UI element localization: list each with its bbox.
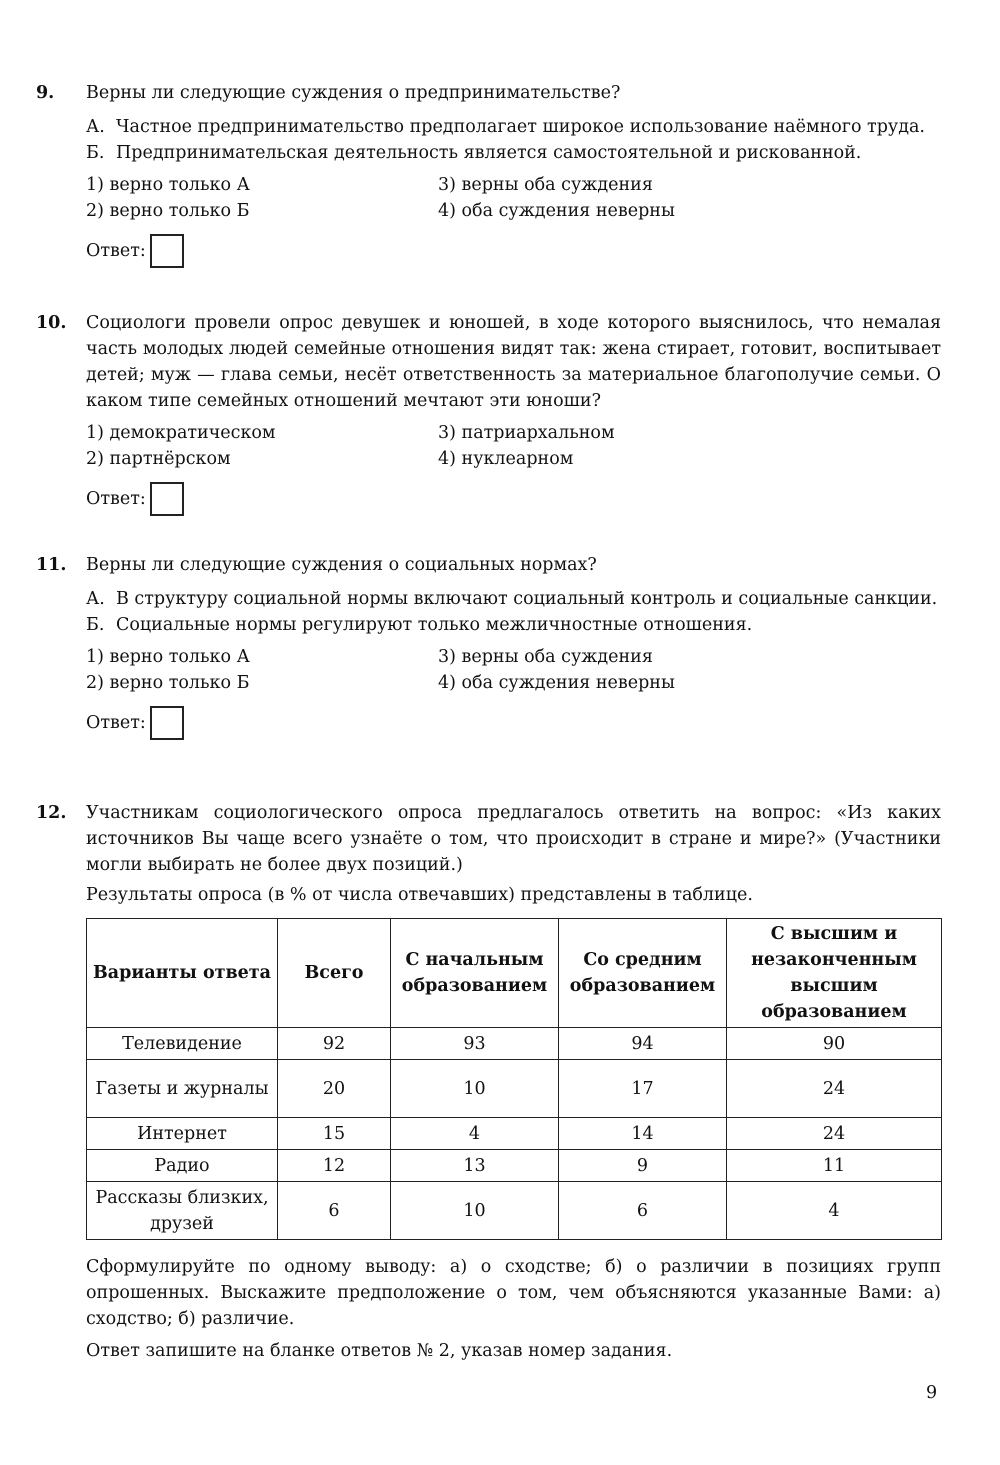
option[interactable]: 1) верно только А (86, 647, 250, 667)
table-cell: 12 (278, 1150, 391, 1182)
statement-label: А. (86, 589, 105, 609)
question-number: 12. (36, 803, 67, 823)
option[interactable]: 3) патриархальном (438, 423, 615, 443)
option[interactable]: 2) верно только Б (86, 673, 250, 693)
statement-a (86, 586, 941, 612)
question-11 (36, 552, 941, 740)
table-cell: Рассказы близких, друзей (87, 1182, 278, 1240)
answer-options (86, 172, 941, 224)
column-header: Со средним образованием (559, 919, 727, 1028)
question-text: Социологи провели опрос девушек и юношей, в ходе которого выяснилось, что немалая часть молодых людей семейные отношения видят так: жена стирает, готовит, воспитывает детей; муж — глава семьи, несёт ответственность за материальное благополучие семьи. О каком типе семейных отношений мечтают эти юноши? (86, 313, 941, 411)
table-cell: 11 (727, 1150, 942, 1182)
table-cell: 6 (559, 1182, 727, 1240)
results-table (86, 918, 942, 1240)
option[interactable]: 2) верно только Б (86, 201, 250, 221)
table-cell: Газеты и журналы (87, 1060, 278, 1118)
table-cell: 94 (559, 1028, 727, 1060)
table-cell: 92 (278, 1028, 391, 1060)
question-text: Участникам социологического опроса предлагалось ответить на вопрос: «Из каких источников Вы чаще всего узнаёте о том, что происходит в стране и мире?» (Участники могли выбирать не более двух позиций.) (86, 803, 941, 875)
answer-options (86, 420, 941, 472)
answer-row (86, 234, 941, 268)
question-number: 11. (36, 555, 67, 575)
option[interactable]: 4) оба суждения неверны (438, 201, 675, 221)
answer-box[interactable] (150, 482, 184, 516)
column-header: С начальным образованием (391, 919, 559, 1028)
table-row (87, 1060, 942, 1118)
question-12 (36, 800, 941, 1364)
option[interactable]: 1) верно только А (86, 175, 250, 195)
statement-label: А. (86, 117, 105, 137)
question-10 (36, 310, 941, 516)
statement-label: Б. (86, 143, 105, 163)
answer-label: Ответ: (86, 713, 146, 733)
question-text: Верны ли следующие суждения о предпринимательстве? (86, 83, 621, 103)
answer-label: Ответ: (86, 489, 146, 509)
answer-row (86, 482, 941, 516)
table-cell: 10 (391, 1060, 559, 1118)
answer-label: Ответ: (86, 241, 146, 261)
table-cell: 9 (559, 1150, 727, 1182)
page-number: 9 (926, 1383, 938, 1403)
statement-text: Частное предпринимательство предполагает широкое использование наёмного труда. (116, 117, 925, 137)
table-row (87, 1118, 942, 1150)
table-intro: Результаты опроса (в % от числа отвечавших) представлены в таблице. (86, 885, 753, 905)
table-cell: 24 (727, 1118, 942, 1150)
column-header: С высшим и незаконченным высшим образованием (727, 919, 942, 1028)
option[interactable]: 2) партнёрском (86, 449, 231, 469)
table-cell: 20 (278, 1060, 391, 1118)
option[interactable]: 4) нуклеарном (438, 449, 574, 469)
question-number: 9. (36, 83, 55, 103)
question-number: 10. (36, 313, 67, 333)
table-cell: 90 (727, 1028, 942, 1060)
table-cell: 6 (278, 1182, 391, 1240)
answer-options (86, 644, 941, 696)
task-text: Сформулируйте по одному выводу: а) о сходстве; б) о различии в позициях групп опрошенных. Выскажите предположение о том, чем объясняются указанные Вами: а) сходство; б) различие. (86, 1257, 941, 1329)
statement-b (86, 140, 941, 166)
table-cell: 13 (391, 1150, 559, 1182)
statement-label: Б. (86, 615, 105, 635)
statement-b (86, 612, 941, 638)
table-cell: 10 (391, 1182, 559, 1240)
column-header: Варианты ответа (87, 919, 278, 1028)
column-header: Всего (278, 919, 391, 1028)
option[interactable]: 1) демократическом (86, 423, 276, 443)
option[interactable]: 4) оба суждения неверны (438, 673, 675, 693)
table-cell: 24 (727, 1060, 942, 1118)
task-instruction: Ответ запишите на бланке ответов № 2, указав номер задания. (86, 1341, 673, 1361)
table-cell: 93 (391, 1028, 559, 1060)
table-cell: Интернет (87, 1118, 278, 1150)
table-row (87, 1182, 942, 1240)
table-cell: Радио (87, 1150, 278, 1182)
answer-row (86, 706, 941, 740)
table-cell: 14 (559, 1118, 727, 1150)
table-header-row (87, 919, 942, 1028)
answer-box[interactable] (150, 234, 184, 268)
option[interactable]: 3) верны оба суждения (438, 647, 653, 667)
table-cell: 15 (278, 1118, 391, 1150)
table-row (87, 1150, 942, 1182)
question-text: Верны ли следующие суждения о социальных нормах? (86, 555, 597, 575)
answer-box[interactable] (150, 706, 184, 740)
table-cell: 4 (727, 1182, 942, 1240)
table-cell: 17 (559, 1060, 727, 1118)
statement-text: В структуру социальной нормы включают социальный контроль и социальные санкции. (116, 589, 938, 609)
statement-a (86, 114, 941, 140)
table-cell: 4 (391, 1118, 559, 1150)
table-cell: Телевидение (87, 1028, 278, 1060)
statement-text: Предпринимательская деятельность является самостоятельной и рискованной. (116, 143, 862, 163)
option[interactable]: 3) верны оба суждения (438, 175, 653, 195)
table-row (87, 1028, 942, 1060)
statement-text: Социальные нормы регулируют только межличностные отношения. (116, 615, 753, 635)
question-9 (36, 80, 941, 268)
